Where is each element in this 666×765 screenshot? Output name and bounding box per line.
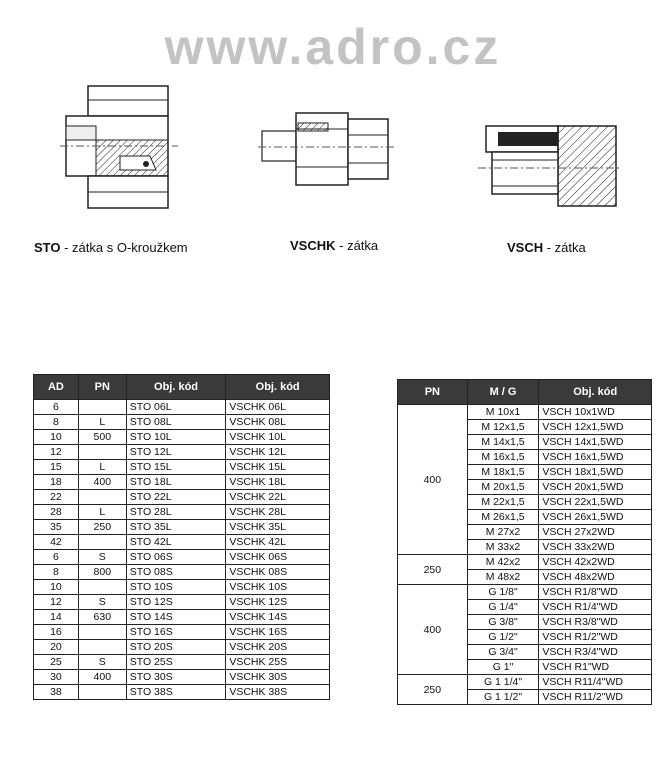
pn-cell: 400 bbox=[398, 405, 468, 555]
sto-code-cell: STO 25S bbox=[126, 655, 226, 670]
vsch-code-cell: VSCH 26x1,5WD bbox=[539, 510, 652, 525]
thread-cell: M 16x1,5 bbox=[467, 450, 539, 465]
table-row bbox=[34, 625, 330, 640]
table-row bbox=[34, 655, 330, 670]
vsch-code-cell: VSCH R11/2"WD bbox=[539, 690, 652, 705]
vschk-code-cell: VSCHK 16S bbox=[226, 625, 330, 640]
caption-sto-code: STO bbox=[34, 240, 61, 255]
sto-code-cell: STO 06L bbox=[126, 400, 226, 415]
pn-cell: 500 bbox=[78, 430, 126, 445]
table-row bbox=[398, 555, 652, 570]
thread-cell: M 33x2 bbox=[467, 540, 539, 555]
vsch-code-cell: VSCH 14x1,5WD bbox=[539, 435, 652, 450]
pn-cell: 400 bbox=[78, 475, 126, 490]
ad-cell: 12 bbox=[34, 595, 79, 610]
sto-code-cell: STO 38S bbox=[126, 685, 226, 700]
ad-cell: 42 bbox=[34, 535, 79, 550]
header-pn: PN bbox=[78, 375, 126, 400]
pn-cell bbox=[78, 685, 126, 700]
vschk-code-cell: VSCHK 18L bbox=[226, 475, 330, 490]
table-row bbox=[398, 405, 652, 420]
pn-cell bbox=[78, 580, 126, 595]
vschk-code-cell: VSCHK 12S bbox=[226, 595, 330, 610]
table-row bbox=[34, 640, 330, 655]
sto-code-cell: STO 28L bbox=[126, 505, 226, 520]
website-watermark: www.adro.cz bbox=[164, 19, 502, 75]
ad-cell: 8 bbox=[34, 415, 79, 430]
pn-cell: L bbox=[78, 505, 126, 520]
thread-cell: G 1/8" bbox=[467, 585, 539, 600]
vsch-code-cell: VSCH 33x2WD bbox=[539, 540, 652, 555]
table-row bbox=[34, 685, 330, 700]
sto-code-cell: STO 22L bbox=[126, 490, 226, 505]
table-row bbox=[34, 445, 330, 460]
ad-cell: 28 bbox=[34, 505, 79, 520]
table-row bbox=[34, 595, 330, 610]
thread-cell: M 42x2 bbox=[467, 555, 539, 570]
table-row bbox=[34, 535, 330, 550]
vschk-code-cell: VSCHK 15L bbox=[226, 460, 330, 475]
thread-cell: M 14x1,5 bbox=[467, 435, 539, 450]
caption-vsch-code: VSCH bbox=[507, 240, 544, 255]
ad-cell: 16 bbox=[34, 625, 79, 640]
sto-code-cell: STO 10S bbox=[126, 580, 226, 595]
vschk-code-cell: VSCHK 06L bbox=[226, 400, 330, 415]
sto-code-cell: STO 30S bbox=[126, 670, 226, 685]
caption-sto-text: - zátka s O-kroužkem bbox=[60, 240, 188, 255]
vschk-code-cell: VSCHK 12L bbox=[226, 445, 330, 460]
vsch-code-cell: VSCH 20x1,5WD bbox=[539, 480, 652, 495]
sto-code-cell: STO 16S bbox=[126, 625, 226, 640]
header-obj-kod: Obj. kód bbox=[539, 380, 652, 405]
pn-cell bbox=[78, 445, 126, 460]
vschk-code-cell: VSCHK 10S bbox=[226, 580, 330, 595]
table-row bbox=[34, 670, 330, 685]
thread-cell: M 26x1,5 bbox=[467, 510, 539, 525]
sto-code-cell: STO 14S bbox=[126, 610, 226, 625]
ad-cell: 6 bbox=[34, 400, 79, 415]
ad-cell: 25 bbox=[34, 655, 79, 670]
vschk-code-cell: VSCHK 14S bbox=[226, 610, 330, 625]
ad-cell: 35 bbox=[34, 520, 79, 535]
thread-cell: M 22x1,5 bbox=[467, 495, 539, 510]
pn-cell: 250 bbox=[78, 520, 126, 535]
table-row bbox=[34, 400, 330, 415]
sto-code-cell: STO 08S bbox=[126, 565, 226, 580]
pn-cell bbox=[78, 640, 126, 655]
pn-cell: 800 bbox=[78, 565, 126, 580]
pn-cell bbox=[78, 535, 126, 550]
vschk-code-cell: VSCHK 28L bbox=[226, 505, 330, 520]
vsch-code-cell: VSCH 48x2WD bbox=[539, 570, 652, 585]
caption-vschk bbox=[290, 238, 378, 253]
vsch-table bbox=[397, 379, 652, 705]
ad-cell: 14 bbox=[34, 610, 79, 625]
ad-cell: 12 bbox=[34, 445, 79, 460]
ad-cell: 22 bbox=[34, 490, 79, 505]
header-obj-kod: Obj. kód bbox=[226, 375, 330, 400]
caption-vschk-code: VSCHK bbox=[290, 238, 336, 253]
pn-cell: S bbox=[78, 550, 126, 565]
pn-cell: S bbox=[78, 595, 126, 610]
table-row bbox=[34, 460, 330, 475]
table-row bbox=[34, 505, 330, 520]
vschk-plug-drawing bbox=[258, 105, 398, 190]
sto-plug-drawing bbox=[60, 80, 180, 215]
table-row bbox=[34, 430, 330, 445]
ad-cell: 10 bbox=[34, 580, 79, 595]
thread-cell: G 1 1/4" bbox=[467, 675, 539, 690]
table-row bbox=[34, 490, 330, 505]
table-row bbox=[34, 580, 330, 595]
vsch-code-cell: VSCH 27x2WD bbox=[539, 525, 652, 540]
table-row bbox=[34, 610, 330, 625]
thread-cell: M 12x1,5 bbox=[467, 420, 539, 435]
vsch-code-cell: VSCH 18x1,5WD bbox=[539, 465, 652, 480]
vschk-code-cell: VSCHK 22L bbox=[226, 490, 330, 505]
thread-cell: G 3/8" bbox=[467, 615, 539, 630]
pn-cell: 250 bbox=[398, 675, 468, 705]
pn-cell bbox=[78, 490, 126, 505]
header-pn: PN bbox=[398, 380, 468, 405]
pn-cell bbox=[78, 400, 126, 415]
vsch-code-cell: VSCH R3/8"WD bbox=[539, 615, 652, 630]
thread-cell: M 20x1,5 bbox=[467, 480, 539, 495]
thread-cell: G 1/4" bbox=[467, 600, 539, 615]
table-row bbox=[34, 415, 330, 430]
ad-cell: 15 bbox=[34, 460, 79, 475]
thread-cell: M 10x1 bbox=[467, 405, 539, 420]
sto-code-cell: STO 06S bbox=[126, 550, 226, 565]
vsch-code-cell: VSCH R1"WD bbox=[539, 660, 652, 675]
pn-cell: 250 bbox=[398, 555, 468, 585]
vschk-code-cell: VSCHK 38S bbox=[226, 685, 330, 700]
thread-cell: G 1/2" bbox=[467, 630, 539, 645]
vsch-code-cell: VSCH R11/4"WD bbox=[539, 675, 652, 690]
vschk-code-cell: VSCHK 30S bbox=[226, 670, 330, 685]
vschk-code-cell: VSCHK 25S bbox=[226, 655, 330, 670]
header-obj-kod: Obj. kód bbox=[126, 375, 226, 400]
vsch-code-cell: VSCH R1/4"WD bbox=[539, 600, 652, 615]
pn-cell bbox=[78, 625, 126, 640]
vsch-code-cell: VSCH 16x1,5WD bbox=[539, 450, 652, 465]
vschk-code-cell: VSCHK 06S bbox=[226, 550, 330, 565]
vschk-code-cell: VSCHK 08L bbox=[226, 415, 330, 430]
thread-cell: M 48x2 bbox=[467, 570, 539, 585]
vsch-code-cell: VSCH 22x1,5WD bbox=[539, 495, 652, 510]
ad-cell: 18 bbox=[34, 475, 79, 490]
sto-code-cell: STO 35L bbox=[126, 520, 226, 535]
sto-code-cell: STO 08L bbox=[126, 415, 226, 430]
ad-cell: 38 bbox=[34, 685, 79, 700]
pn-cell: 400 bbox=[78, 670, 126, 685]
ad-cell: 6 bbox=[34, 550, 79, 565]
pn-cell: 400 bbox=[398, 585, 468, 675]
sto-vschk-table bbox=[33, 374, 330, 700]
caption-vschk-text: - zátka bbox=[335, 238, 379, 253]
thread-cell: G 3/4" bbox=[467, 645, 539, 660]
vsch-code-cell: VSCH 10x1WD bbox=[539, 405, 652, 420]
thread-cell: M 18x1,5 bbox=[467, 465, 539, 480]
header-ad: AD bbox=[34, 375, 79, 400]
pn-cell: 630 bbox=[78, 610, 126, 625]
sto-code-cell: STO 12L bbox=[126, 445, 226, 460]
sto-code-cell: STO 10L bbox=[126, 430, 226, 445]
pn-cell: L bbox=[78, 460, 126, 475]
vschk-code-cell: VSCHK 10L bbox=[226, 430, 330, 445]
ad-cell: 20 bbox=[34, 640, 79, 655]
table-row bbox=[34, 475, 330, 490]
sto-code-cell: STO 18L bbox=[126, 475, 226, 490]
vsch-code-cell: VSCH R1/2"WD bbox=[539, 630, 652, 645]
table-row bbox=[34, 565, 330, 580]
vschk-code-cell: VSCHK 35L bbox=[226, 520, 330, 535]
thread-cell: G 1" bbox=[467, 660, 539, 675]
ad-cell: 8 bbox=[34, 565, 79, 580]
vsch-code-cell: VSCH R3/4"WD bbox=[539, 645, 652, 660]
vsch-code-cell: VSCH R1/8"WD bbox=[539, 585, 652, 600]
sto-code-cell: STO 12S bbox=[126, 595, 226, 610]
ad-cell: 10 bbox=[34, 430, 79, 445]
table-row bbox=[34, 550, 330, 565]
sto-code-cell: STO 20S bbox=[126, 640, 226, 655]
vsch-code-cell: VSCH 42x2WD bbox=[539, 555, 652, 570]
pn-cell: S bbox=[78, 655, 126, 670]
thread-cell: M 27x2 bbox=[467, 525, 539, 540]
sto-code-cell: STO 15L bbox=[126, 460, 226, 475]
sto-code-cell: STO 42L bbox=[126, 535, 226, 550]
vschk-code-cell: VSCHK 20S bbox=[226, 640, 330, 655]
vsch-plug-drawing bbox=[478, 120, 623, 210]
thread-cell: G 1 1/2" bbox=[467, 690, 539, 705]
header-m-g: M / G bbox=[467, 380, 539, 405]
table-row bbox=[398, 585, 652, 600]
caption-vsch bbox=[507, 240, 586, 255]
vschk-code-cell: VSCHK 08S bbox=[226, 565, 330, 580]
vsch-code-cell: VSCH 12x1,5WD bbox=[539, 420, 652, 435]
table-row bbox=[398, 675, 652, 690]
table-row bbox=[34, 520, 330, 535]
table-header-row bbox=[398, 380, 652, 405]
table-header-row bbox=[34, 375, 330, 400]
caption-vsch-text: - zátka bbox=[543, 240, 586, 255]
ad-cell: 30 bbox=[34, 670, 79, 685]
vschk-code-cell: VSCHK 42L bbox=[226, 535, 330, 550]
caption-sto bbox=[34, 240, 188, 255]
pn-cell: L bbox=[78, 415, 126, 430]
